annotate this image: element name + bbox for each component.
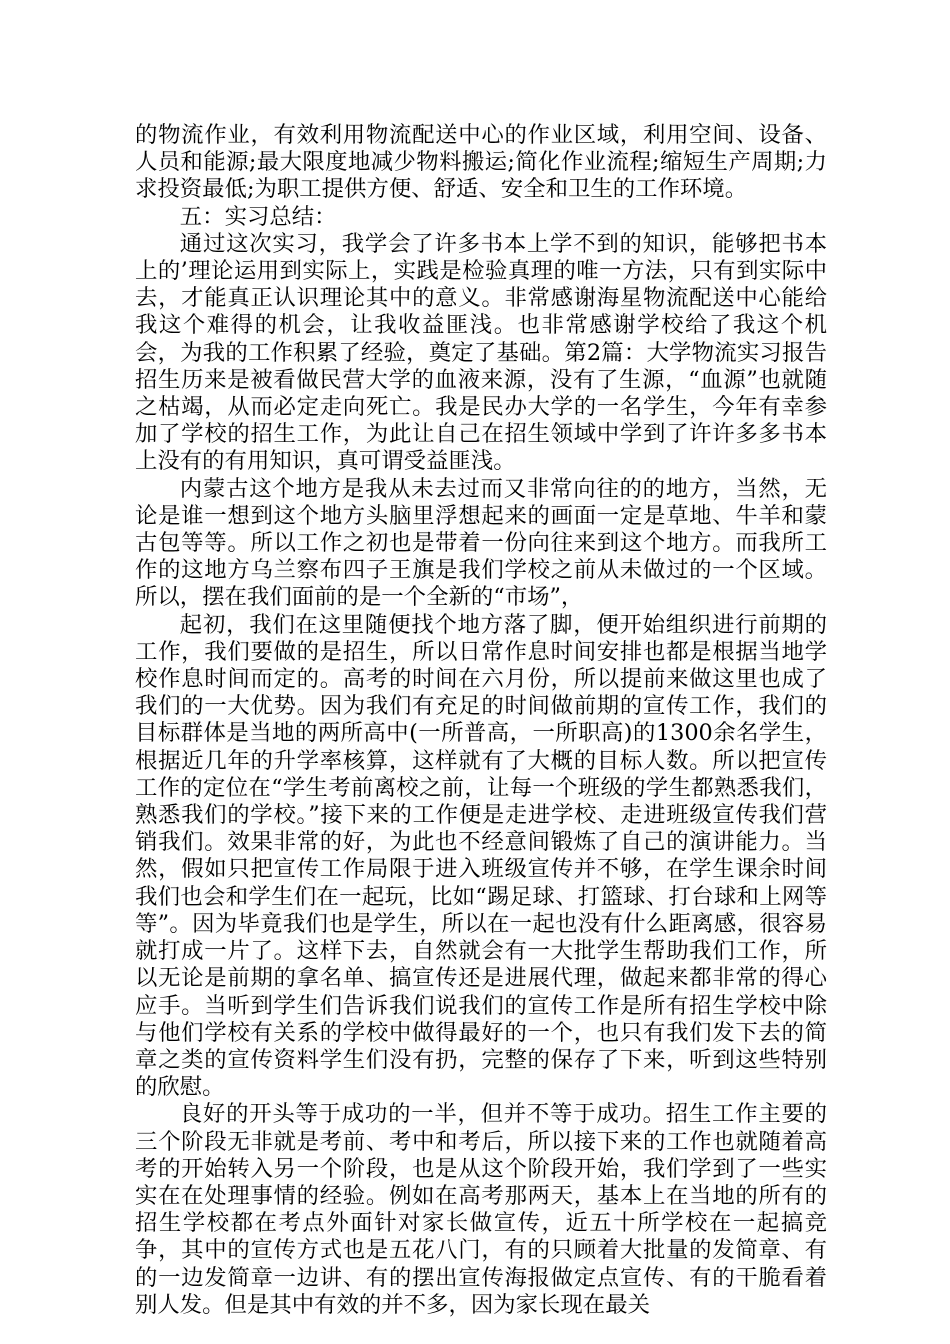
paragraph-5: 起初，我们在这里随便找个地方落了脚，便开始组织进行前期的工作，我们要做的是招生，所以日常作息时间安排也都是根据当地学校作息时间而定的。高考的时间在六月份，所以提前来做这里也成了我们的一大优势。因为我们有充足的时间做前期的宣传工作，我们的目标群体是当地的两所高中(一所普高，一所职高)的1300余名学生，根据近几年的升学率核算，这样就有了大概的目标人数。所以把宣传工作的定位在“学生考前离校之前，让每一个班级的学生都熟悉我们，熟悉我们的学校。”接下来的工作便是走进学校、走进班级宣传我们营销我们。效果非常的好，为此也不经意间锻炼了自己的演讲能力。当然，假如只把宣传工作局限于进入班级宣传并不够，在学生课余时间我们也会和学生们在一起玩，比如“踢足球、打篮球、打台球和上网等等”。因为毕竟我们也是学生，所以在一起也没有什么距离感，很容易就打成一片了。这样下去，自然就会有一大批学生帮助我们工作，所以无论是前期的拿名单、搞宣传还是进展代理，做起来都非常的得心应手。当听到学生们告诉我们说我们的宣传工作是所有招生学校中除与他们学校有关系的学校中做得最好的一个，也只有我们发下去的简章之类的宣传资料学生们没有扔，完整的保存了下来，听到这些特别的欣慰。 (135, 611, 827, 1101)
section-heading-summary: 五：实习总结： (179, 203, 337, 230)
paragraph-1: 的物流作业，有效利用物流配送中心的作业区域，利用空间、设备、人员和能源;最大限度地减少物料搬运;简化作业流程;缩短生产周期;力求投资最低;为职工提供方便、舒适、安全和卫生的工作环境。 (135, 122, 827, 203)
document-page (135, 122, 827, 1319)
paragraph-4: 内蒙古这个地方是我从未去过而又非常向往的的地方，当然，无论是谁一想到这个地方头脑里浮想起来的画面一定是草地、牛羊和蒙古包等等。所以工作之初也是带着一份向往来到这个地方。而我所工作的这地方乌兰察布四子王旗是我们学校之前从未做过的一个区域。所以，摆在我们面前的是一个全新的“市场”， (135, 475, 827, 611)
paragraph-3: 通过这次实习，我学会了许多书本上学不到的知识，能够把书本上的’理论运用到实际上，实践是检验真理的唯一方法，只有到实际中去，才能真正认识理论其中的意义。非常感谢海星物流配送中心能给我这个难得的机会，让我收益匪浅。也非常感谢学校给了我这个机会，为我的工作积累了经验，奠定了基础。第2篇：大学物流实习报告招生历来是被看做民营大学的血液来源，没有了生源，“血源”也就随之枯竭，从而必定走向死亡。我是民办大学的一名学生，今年有幸参加了学校的招生工作，为此让自己在招生领域中学到了许许多多书本上没有的有用知识，真可谓受益匪浅。 (135, 230, 827, 475)
paragraph-6: 良好的开头等于成功的一半，但并不等于成功。招生工作主要的三个阶段无非就是考前、考中和考后，所以接下来的工作也就随着高考的开始转入另一个阶段，也是从这个阶段开始，我们学到了一些实实在在处理事情的经验。例如在高考那两天，基本上在当地的所有的招生学校都在考点外面针对家长做宣传，近五十所学校在一起搞竞争，其中的宣传方式也是五花八门，有的只顾着大批量的发简章、有的一边发简章一边讲、有的摆出宣传海报做定点宣传、有的干脆看着别人发。但是其中有效的并不多，因为家长现在最关 (135, 1101, 827, 1318)
